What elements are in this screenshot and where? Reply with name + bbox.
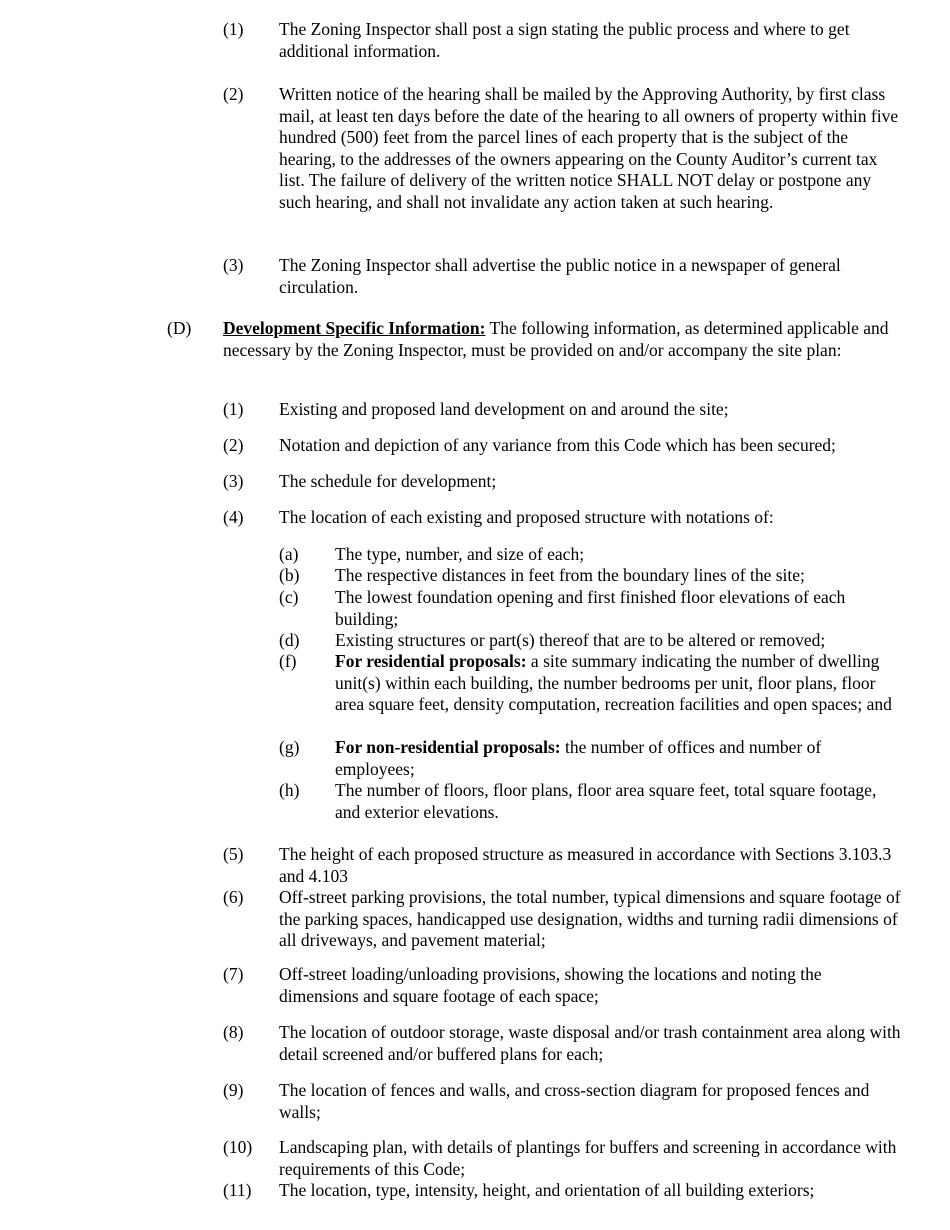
list-text: The location of fences and walls, and cross-section diagram for proposed fences and walls; <box>279 1080 870 1122</box>
list-text: The height of each proposed structure as measured in accordance with Sections 3.103.3 and 4.103 <box>279 844 892 886</box>
list-text: The Zoning Inspector shall post a sign stating the public process and where to get additional information. <box>279 19 850 61</box>
sub-item-d <box>279 630 903 652</box>
list-number: (5) <box>223 844 244 864</box>
sub-item-b <box>279 565 903 587</box>
section-text <box>223 318 903 361</box>
list-item-c1 <box>223 19 903 62</box>
list-item-d7 <box>223 964 903 1007</box>
sub-number: (f) <box>279 651 297 671</box>
list-item-d8 <box>223 1022 903 1065</box>
list-item-d11 <box>223 1180 903 1202</box>
sub-number: (b) <box>279 565 300 585</box>
list-number: (3) <box>223 471 244 491</box>
list-text: Off-street parking provisions, the total number, typical dimensions and square footage of the parking spaces, handicapped use designation, widths and turning radii dimensions of all driveways, and pavement material; <box>279 887 901 950</box>
sub-body: a site summary indicating the number of dwelling unit(s) within each building, the number bedrooms per unit, floor plans, floor area square feet, density computation, recreation facilities and open spaces; and <box>335 651 892 714</box>
sub-bold-label: For non-residential proposals: <box>335 737 561 757</box>
list-number: (2) <box>223 84 244 104</box>
list-number: (9) <box>223 1080 244 1100</box>
section-d <box>167 318 903 361</box>
sub-item-f <box>279 651 903 716</box>
sub-text: The respective distances in feet from the boundary lines of the site; <box>335 565 805 585</box>
list-number: (7) <box>223 964 244 984</box>
list-number: (11) <box>223 1180 252 1200</box>
list-text: Notation and depiction of any variance from this Code which has been secured; <box>279 435 836 455</box>
list-number: (3) <box>223 255 244 275</box>
list-item-d1 <box>223 399 903 421</box>
list-item-d4 <box>223 507 903 529</box>
list-number: (10) <box>223 1137 253 1157</box>
list-number: (4) <box>223 507 244 527</box>
list-text: The location of outdoor storage, waste disposal and/or trash containment area along with detail screened and/or buffered plans for each; <box>279 1022 901 1064</box>
list-text: The Zoning Inspector shall advertise the public notice in a newspaper of general circulation. <box>279 255 841 297</box>
sub-item-h <box>279 780 903 823</box>
sub-item-a <box>279 544 903 566</box>
list-text: The location, type, intensity, height, and orientation of all building exteriors; <box>279 1180 815 1200</box>
list-item-c3 <box>223 255 903 298</box>
sub-item-g <box>279 737 903 780</box>
sub-text: The lowest foundation opening and first finished floor elevations of each building; <box>335 587 846 629</box>
sub-text: The number of floors, floor plans, floor area square feet, total square footage, and exterior elevations. <box>335 780 877 822</box>
list-number: (1) <box>223 19 244 39</box>
list-item-c2 <box>223 84 903 213</box>
list-item-d10 <box>223 1137 903 1180</box>
list-text: Existing and proposed land development on and around the site; <box>279 399 729 419</box>
sub-body: the number of offices and number of employees; <box>335 737 822 779</box>
list-text: Off-street loading/unloading provisions, showing the locations and noting the dimensions and square footage of each space; <box>279 964 822 1006</box>
sub-text: Existing structures or part(s) thereof that are to be altered or removed; <box>335 630 826 650</box>
list-item-d9 <box>223 1080 903 1123</box>
list-text: Written notice of the hearing shall be mailed by the Approving Authority, by first class mail, at least ten days before the date of the hearing to all owners of property within five hundred (500) feet from the parcel lines of each property that is the subject of the hearing, to the addresses of the owners appearing on the County Auditor’s current tax list. The failure of delivery of the written notice SHALL NOT delay or postpone any such hearing, and shall not invalidate any action taken at such hearing. <box>279 84 899 212</box>
list-text: Landscaping plan, with details of plantings for buffers and screening in accordance with requirements of this Code; <box>279 1137 897 1179</box>
list-text: The location of each existing and proposed structure with notations of: <box>279 507 774 527</box>
sub-number: (c) <box>279 587 299 607</box>
section-number: (D) <box>167 318 192 338</box>
sub-number: (h) <box>279 780 300 800</box>
list-item-d2 <box>223 435 903 457</box>
sub-item-c <box>279 587 903 630</box>
sub-number: (a) <box>279 544 299 564</box>
list-number: (1) <box>223 399 244 419</box>
sub-text: The type, number, and size of each; <box>335 544 585 564</box>
sub-number: (g) <box>279 737 300 757</box>
list-item-d5 <box>223 844 903 887</box>
sub-bold-label: For residential proposals: <box>335 651 527 671</box>
sub-number: (d) <box>279 630 300 650</box>
list-text: The schedule for development; <box>279 471 497 491</box>
sub-text <box>335 737 903 780</box>
list-item-d3 <box>223 471 903 493</box>
list-number: (8) <box>223 1022 244 1042</box>
list-item-d6 <box>223 887 903 952</box>
list-number: (6) <box>223 887 244 907</box>
list-number: (2) <box>223 435 244 455</box>
sub-text <box>335 651 903 716</box>
section-body: The following information, as determined applicable and necessary by the Zoning Inspector, must be provided on and/or accompany the site plan: <box>223 318 889 360</box>
section-heading: Development Specific Information: <box>223 318 486 338</box>
